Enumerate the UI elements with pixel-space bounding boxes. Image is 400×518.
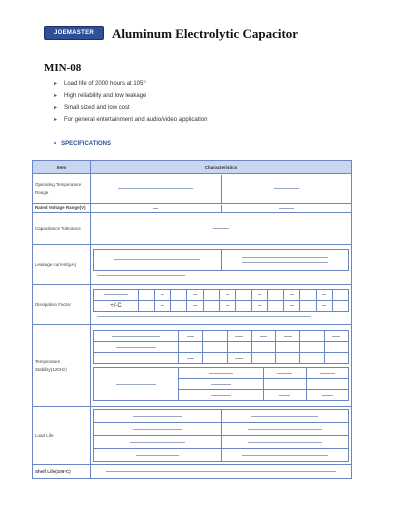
- specifications-heading: [54, 141, 111, 147]
- table-row: [33, 245, 352, 285]
- specifications-table: [32, 160, 352, 479]
- column-header-characteristics: Characteristics: [91, 161, 352, 174]
- row-label-capacitance-tolerance: Capacitance Tolerance: [33, 213, 91, 245]
- table-row: [33, 325, 352, 407]
- row-label-operating-temp: Operating Temperature Range: [33, 174, 91, 204]
- row-value-leakage: [91, 245, 352, 285]
- feature-item: ▸ For general entertainment and audio/video application: [54, 114, 207, 126]
- feature-list: [54, 78, 207, 126]
- dissipation-unit-label: +/-C: [94, 300, 139, 311]
- row-value-shelf-life: [91, 465, 352, 479]
- specifications-heading-text: SPECIFICATIONS: [61, 141, 112, 147]
- row-value-dissipation-factor: [91, 285, 352, 325]
- table-header-row: [33, 161, 352, 174]
- row-value-temperature-stability: [91, 325, 352, 407]
- feature-item: ▸ Load life of 2000 hours at 105°: [54, 78, 207, 90]
- feature-item: ▸ High reliability and low leakage: [54, 90, 207, 102]
- row-label-temperature-stability: Temperature Stability(120Hz): [33, 325, 91, 407]
- table-row: [33, 174, 352, 204]
- table-row: [33, 285, 352, 325]
- row-label-load-life: Load Life: [33, 407, 91, 465]
- row-value-operating-temp: [91, 174, 352, 204]
- row-value-rated-voltage: [91, 204, 352, 213]
- row-label-shelf-life: Shelf Life(105°C): [33, 465, 91, 479]
- row-label-leakage: Leakage current(µA): [33, 245, 91, 285]
- page-title: Aluminum Electrolytic Capacitor: [112, 26, 299, 41]
- table-row: [33, 407, 352, 465]
- feature-item: ▸ Small sized and low cost: [54, 102, 207, 114]
- table-row: [33, 213, 352, 245]
- column-header-item: Item: [33, 161, 91, 174]
- table-row: [33, 204, 352, 213]
- table-row: [33, 465, 352, 479]
- row-value-capacitance-tolerance: [91, 213, 352, 245]
- row-label-rated-voltage: Rated Voltage Range(V): [33, 204, 91, 213]
- brand-logo: JOEMASTER: [44, 26, 104, 40]
- bullet-icon: •: [54, 141, 57, 147]
- model-number: MIN-08: [44, 62, 82, 74]
- row-label-dissipation-factor: Dissipation Factor: [33, 285, 91, 325]
- row-value-load-life: [91, 407, 352, 465]
